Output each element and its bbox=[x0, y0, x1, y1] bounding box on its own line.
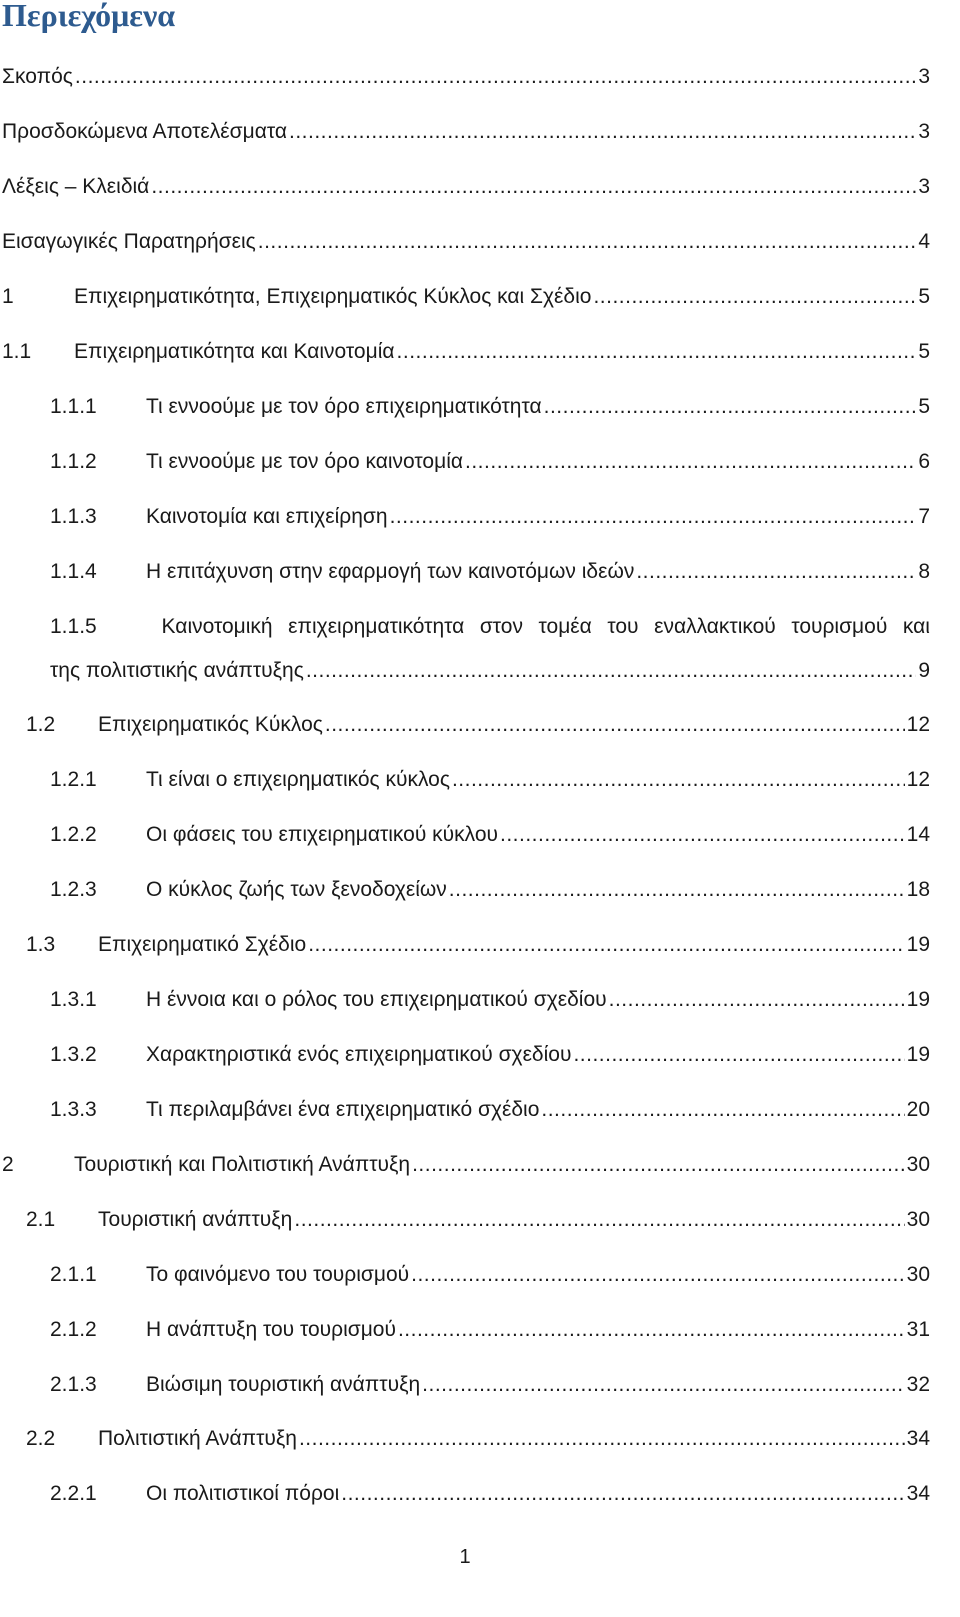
dot-leader bbox=[541, 1095, 904, 1125]
toc-entry-page: 14 bbox=[906, 823, 930, 846]
toc-entry-word: τομέα bbox=[538, 615, 592, 638]
toc-entry-text: Καινοτομία και επιχείρηση bbox=[146, 505, 388, 528]
toc-entry-chapter[interactable] bbox=[2, 282, 930, 312]
toc-entry-subsection[interactable] bbox=[50, 447, 930, 477]
dot-leader bbox=[325, 710, 905, 740]
toc-entry[interactable] bbox=[2, 62, 930, 92]
toc-entry[interactable] bbox=[2, 117, 930, 147]
dot-leader bbox=[258, 227, 917, 257]
toc-entry-text: Προσδοκώμενα Αποτελέσματα bbox=[2, 120, 287, 143]
toc-entry-word: στον bbox=[479, 615, 523, 638]
toc-entry-number: 1.3.1 bbox=[50, 988, 97, 1011]
toc-entry-word: εναλλακτικού bbox=[654, 615, 776, 638]
toc-entry-number: 1.1.1 bbox=[50, 395, 97, 418]
toc-entry-subsection[interactable] bbox=[50, 557, 930, 587]
toc-entry-subsection[interactable] bbox=[50, 502, 930, 532]
toc-entry-number: 2.1.2 bbox=[50, 1318, 97, 1341]
toc-entry-subsection[interactable] bbox=[50, 1479, 930, 1509]
toc-entry-subsection[interactable] bbox=[50, 1040, 930, 1070]
toc-entry-text: Σκοπός bbox=[2, 65, 73, 88]
toc-entry-page: 5 bbox=[918, 340, 930, 363]
toc-entry-page: 3 bbox=[918, 65, 930, 88]
dot-leader bbox=[398, 1315, 905, 1345]
toc-entry-text: της πολιτιστικής ανάπτυξης bbox=[50, 659, 304, 682]
dot-leader bbox=[75, 62, 916, 92]
dot-leader bbox=[449, 875, 905, 905]
toc-entry-number: 2.2.1 bbox=[50, 1482, 97, 1505]
toc-entry-page: 32 bbox=[906, 1373, 930, 1396]
toc-entry-subsection[interactable] bbox=[50, 985, 930, 1015]
toc-entry-page: 3 bbox=[918, 120, 930, 143]
toc-entry-subsection[interactable] bbox=[50, 765, 930, 795]
toc-entry-section[interactable] bbox=[26, 930, 930, 960]
dot-leader bbox=[573, 1040, 904, 1070]
toc-entry-number: 1.1.5 bbox=[50, 615, 97, 638]
toc-entry-number: 2.1.1 bbox=[50, 1263, 97, 1286]
toc-entry-page: 8 bbox=[918, 560, 930, 583]
dot-leader bbox=[544, 392, 917, 422]
toc-entry-text: Τι είναι ο επιχειρηματικός κύκλος bbox=[146, 768, 450, 791]
dot-leader bbox=[397, 337, 917, 367]
toc-entry-page: 6 bbox=[918, 450, 930, 473]
toc-entry-word: του bbox=[607, 615, 639, 638]
page-title: Περιεχόμενα bbox=[2, 0, 176, 33]
toc-entry-subsection[interactable] bbox=[50, 1315, 930, 1345]
toc-entry-number: 1.1.3 bbox=[50, 505, 97, 528]
toc-entry-subsection[interactable] bbox=[50, 820, 930, 850]
toc-entry-number: 2 bbox=[2, 1153, 14, 1176]
toc-entry-text: Χαρακτηριστικά ενός επιχειρηματικού σχεδίου bbox=[146, 1043, 572, 1066]
dot-leader bbox=[308, 930, 904, 960]
toc-entry-text: Εισαγωγικές Παρατηρήσεις bbox=[2, 230, 256, 253]
toc-entry-text: Επιχειρηματικός Κύκλος bbox=[98, 713, 323, 736]
toc-entry-word: και bbox=[902, 615, 930, 638]
toc-entry-page: 5 bbox=[918, 285, 930, 308]
toc-entry-word: Καινοτομική bbox=[161, 615, 273, 638]
toc-entry-page: 12 bbox=[906, 768, 930, 791]
toc-entry-number: 1 bbox=[2, 285, 14, 308]
toc-entry-page: 34 bbox=[906, 1482, 930, 1505]
toc-entry-number: 1.2.3 bbox=[50, 878, 97, 901]
toc-entry-page: 5 bbox=[918, 395, 930, 418]
toc-entry-number: 1.1.2 bbox=[50, 450, 97, 473]
toc-entry-page: 30 bbox=[906, 1153, 930, 1176]
dot-leader bbox=[411, 1260, 905, 1290]
dot-leader bbox=[609, 985, 905, 1015]
toc-entry-word: τουρισμού bbox=[791, 615, 888, 638]
toc-entry-page: 4 bbox=[918, 230, 930, 253]
toc-entry-page: 30 bbox=[906, 1263, 930, 1286]
toc-entry[interactable] bbox=[2, 172, 930, 202]
toc-entry-page: 9 bbox=[918, 659, 930, 682]
toc-entry-text: Η επιτάχυνση στην εφαρμογή των καινοτόμων ιδεών bbox=[146, 560, 635, 583]
toc-entry-page: 3 bbox=[918, 175, 930, 198]
dot-leader bbox=[341, 1479, 904, 1509]
toc-entry-page: 34 bbox=[906, 1427, 930, 1450]
toc-entry-section[interactable] bbox=[26, 1205, 930, 1235]
toc-entry-text: Τι εννοούμε με τον όρο καινοτομία bbox=[146, 450, 464, 473]
toc-entry-text: Το φαινόμενο του τουρισμού bbox=[146, 1263, 410, 1286]
toc-entry-page: 30 bbox=[906, 1208, 930, 1231]
toc-entry-number: 2.2 bbox=[26, 1427, 56, 1450]
dot-leader bbox=[299, 1424, 905, 1454]
toc-entry-number: 1.3 bbox=[26, 933, 56, 956]
dot-leader bbox=[500, 820, 905, 850]
toc-entry-section[interactable] bbox=[26, 1424, 930, 1454]
toc-entry-number: 1.1 bbox=[2, 340, 32, 363]
toc-entry-number: 1.2.2 bbox=[50, 823, 97, 846]
toc-entry-text: Επιχειρηματικό Σχέδιο bbox=[98, 933, 307, 956]
toc-entry-number: 2.1.3 bbox=[50, 1373, 97, 1396]
dot-leader bbox=[422, 1370, 904, 1400]
toc-entry-number: 2.1 bbox=[26, 1208, 56, 1231]
toc-entry-page: 12 bbox=[906, 713, 930, 736]
toc-entry-page: 31 bbox=[906, 1318, 930, 1341]
dot-leader bbox=[294, 1205, 904, 1235]
toc-entry-number: 1.2 bbox=[26, 713, 56, 736]
dot-leader bbox=[465, 447, 916, 477]
toc-entry-text: Τουριστική και Πολιτιστική Ανάπτυξη bbox=[74, 1153, 411, 1176]
toc-entry-number: 1.3.3 bbox=[50, 1098, 97, 1121]
toc-entry-page: 19 bbox=[906, 933, 930, 956]
toc-entry-section[interactable] bbox=[26, 710, 930, 740]
toc-entry-page: 18 bbox=[906, 878, 930, 901]
toc-entry-page: 20 bbox=[906, 1098, 930, 1121]
dot-leader bbox=[151, 172, 916, 202]
dot-leader bbox=[306, 656, 916, 686]
toc-entry[interactable] bbox=[2, 227, 930, 257]
toc-entry-text: Τι εννοούμε με τον όρο επιχειρηματικότητα bbox=[146, 395, 542, 418]
dot-leader bbox=[390, 502, 917, 532]
toc-entry-text: Βιώσιμη τουριστική ανάπτυξη bbox=[146, 1373, 421, 1396]
dot-leader bbox=[289, 117, 916, 147]
toc-entry-section[interactable] bbox=[2, 337, 930, 367]
toc-entry-page: 19 bbox=[906, 988, 930, 1011]
toc-entry-number: 1.3.2 bbox=[50, 1043, 97, 1066]
toc-entry-subsection[interactable] bbox=[50, 1095, 930, 1125]
toc-entry-subsection[interactable] bbox=[50, 1370, 930, 1400]
dot-leader bbox=[636, 557, 916, 587]
toc-entry-subsection-line2[interactable] bbox=[50, 656, 930, 686]
dot-leader bbox=[452, 765, 905, 795]
toc-entry-text: Επιχειρηματικότητα, Επιχειρηματικός Κύκλος και Σχέδιο bbox=[74, 285, 592, 308]
toc-entry-text: Η έννοια και ο ρόλος του επιχειρηματικού σχεδίου bbox=[146, 988, 607, 1011]
toc-entry-text: Επιχειρηματικότητα και Καινοτομία bbox=[74, 340, 395, 363]
toc-entry-page: 19 bbox=[906, 1043, 930, 1066]
toc-entry-text: Πολιτιστική Ανάπτυξη bbox=[98, 1427, 297, 1450]
toc-entry-number: 1.1.4 bbox=[50, 560, 97, 583]
toc-entry-subsection[interactable] bbox=[50, 875, 930, 905]
toc-entry-page: 7 bbox=[918, 505, 930, 528]
toc-entry-text: Η ανάπτυξη του τουρισμού bbox=[146, 1318, 396, 1341]
toc-entry-text: Τι περιλαμβάνει ένα επιχειρηματικό σχέδιο bbox=[146, 1098, 540, 1121]
toc-entry-subsection-line1[interactable] bbox=[50, 612, 930, 642]
dot-leader bbox=[412, 1150, 905, 1180]
toc-entry-word: επιχειρηματικότητα bbox=[288, 615, 465, 638]
toc-entry-number: 1.2.1 bbox=[50, 768, 97, 791]
toc-entry-text: Τουριστική ανάπτυξη bbox=[98, 1208, 293, 1231]
toc-entry-chapter[interactable] bbox=[2, 1150, 930, 1180]
toc-entry-subsection[interactable] bbox=[50, 392, 930, 422]
toc-entry-text: Ο κύκλος ζωής των ξενοδοχείων bbox=[146, 878, 447, 901]
toc-entry-text: Οι πολιτιστικοί πόροι bbox=[146, 1482, 340, 1505]
toc-entry-subsection[interactable] bbox=[50, 1260, 930, 1290]
toc-entry-text: Οι φάσεις του επιχειρηματικού κύκλου bbox=[146, 823, 498, 846]
page-number: 1 bbox=[459, 1546, 471, 1568]
toc-entry-text: Λέξεις – Κλειδιά bbox=[2, 175, 150, 198]
dot-leader bbox=[593, 282, 916, 312]
